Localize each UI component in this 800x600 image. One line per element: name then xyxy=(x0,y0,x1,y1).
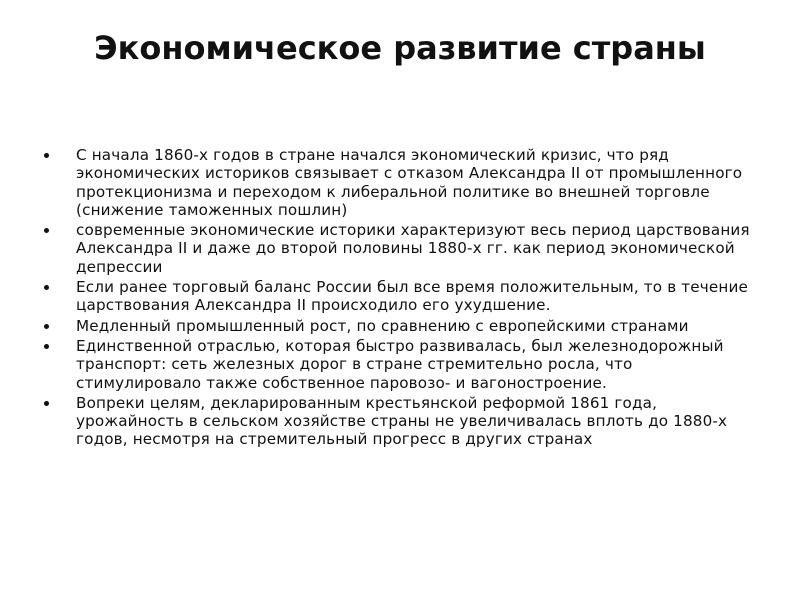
slide-title: Экономическое развитие страны xyxy=(94,29,706,67)
bullet-item xyxy=(44,278,756,315)
bullet-text: Вопреки целям, декларированным крестьянской реформой 1861 года, урожайность в сельском хозяйстве страны не увеличивалась вплоть до 1880-х годов, несмотря на стремительный прогресс в других странах xyxy=(76,393,728,449)
bullet-text: Если ранее торговый баланс России был все время положительным, то в течение царствования Александра II происходило его ухудшение. xyxy=(76,278,748,315)
bullet-item xyxy=(44,221,756,276)
bullet-icon xyxy=(44,153,49,158)
bullet-icon xyxy=(44,344,49,349)
bullet-text: Единственной отраслью, которая быстро развивалась, был железнодорожный транспорт: сеть железных дорог в стране стремительно росла, что стимулировало также собственное паровозо- и вагоностроение. xyxy=(76,336,724,392)
bullet-icon xyxy=(44,401,49,406)
bullet-icon xyxy=(44,228,49,233)
bullet-item xyxy=(44,146,756,219)
bullet-text: современные экономические историки характеризуют весь период царствования Александра II и даже до второй половины 1880-х гг. как период экономической депрессии xyxy=(76,221,750,276)
bullet-icon xyxy=(44,324,49,329)
bullet-item xyxy=(44,337,756,392)
bullet-text: Медленный промышленный рост, по сравнению с европейскими странами xyxy=(76,316,689,335)
bullet-text: С начала 1860-х годов в стране начался экономический кризис, что ряд экономических историков связывает с отказом Александра II от промышленного протекционизма и переходом к либеральной политике во внешней торговле (снижение таможенных пошлин) xyxy=(76,146,743,219)
bullet-item xyxy=(44,394,756,449)
bullet-icon xyxy=(44,285,49,290)
bullet-item xyxy=(44,317,756,335)
bullet-list xyxy=(44,146,756,451)
